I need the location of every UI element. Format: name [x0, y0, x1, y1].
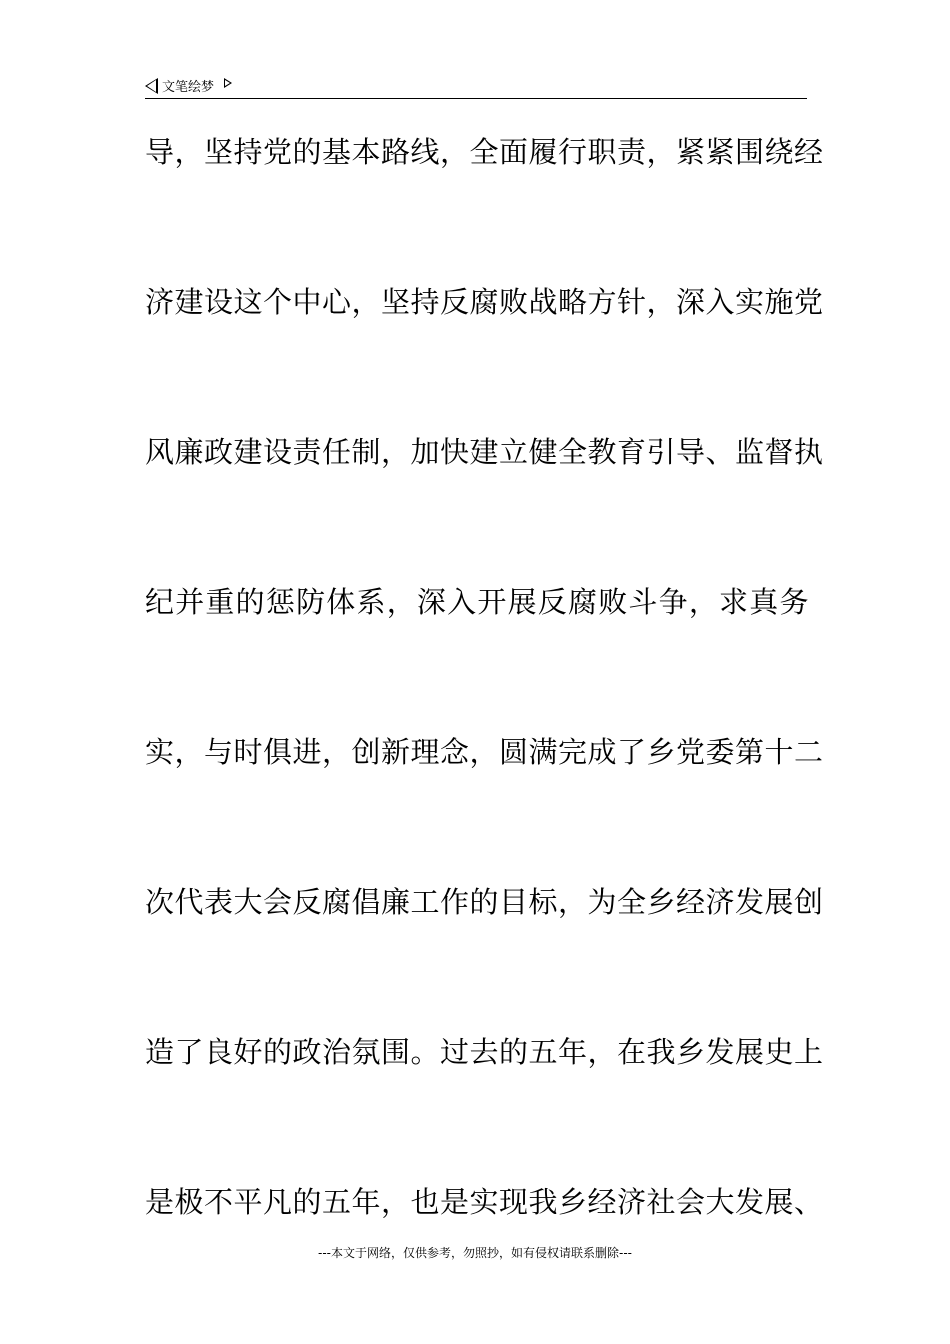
body-line: 纪并重的惩防体系，深入开展反腐败斗争，求真务: [145, 585, 809, 619]
body-line: 造了良好的政治氛围。过去的五年，在我乡发展史上: [145, 1035, 824, 1069]
page-footer: ---本文于网络，仅供参考，勿照抄，如有侵权请联系删除---: [318, 1246, 632, 1260]
body-line: 风廉政建设责任制，加快建立健全教育引导、监督执: [145, 435, 824, 469]
right-triangle-icon: [224, 78, 232, 88]
body-line: 是极不平凡的五年，也是实现我乡经济社会大发展、: [145, 1185, 824, 1219]
page-header: [145, 72, 807, 99]
header-brand: [145, 76, 232, 95]
body-line: 济建设这个中心，坚持反腐败战略方针，深入实施党: [145, 285, 824, 319]
body-line: 实，与时俱进，创新理念，圆满完成了乡党委第十二: [145, 735, 824, 769]
body-line: 次代表大会反腐倡廉工作的目标，为全乡经济发展创: [145, 885, 824, 919]
left-triangle-icon: [145, 78, 158, 94]
document-body: [145, 128, 824, 1328]
body-line: 导，坚持党的基本路线，全面履行职责，紧紧围绕经: [145, 135, 824, 169]
header-title: 文笔绘梦: [162, 80, 215, 95]
